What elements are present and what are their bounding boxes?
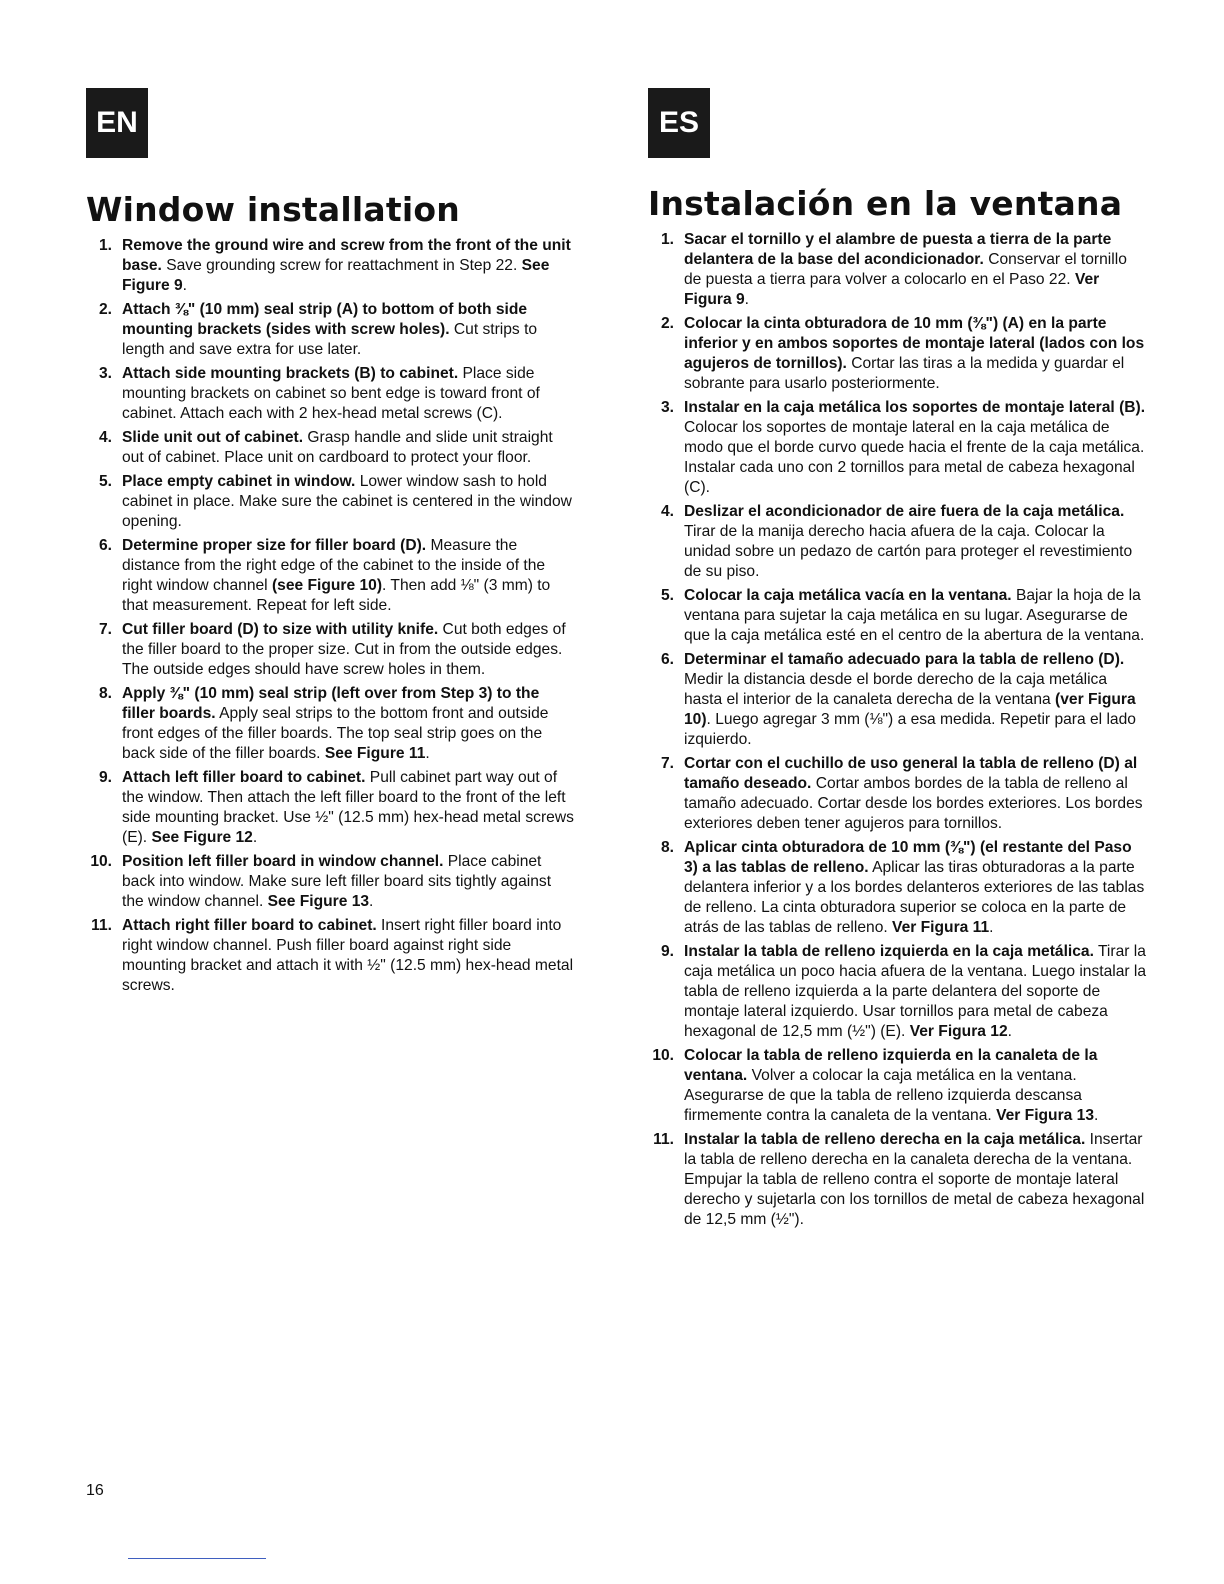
step-text-end: . (1007, 1023, 1012, 1040)
step-text: Aplicar las tiras obturadoras a la parte delantera inferior y a los bordes delanteros exteriores de las tablas de relleno. La cinta obturadora superior se coloca en la parte de atrás de las tablas de relleno. (684, 859, 1145, 936)
step-item (86, 684, 576, 764)
language-badge-es: ES (648, 88, 710, 158)
step-number: 1. (98, 237, 112, 254)
step-text: Lower window sash to hold cabinet in place. Make sure the cabinet is centered in the window opening. (122, 473, 572, 530)
step-heading: Determine proper size for filler board (D). (122, 537, 427, 554)
step-item (86, 472, 576, 532)
step-item (648, 586, 1148, 646)
step-number: 9. (660, 943, 674, 960)
step-text: Save grounding screw for reattachment in Step 22. (161, 257, 522, 274)
step-number: 11. (653, 1131, 674, 1148)
step-text: Cut strips to length and save extra for use later. (122, 321, 538, 358)
page-title-es: Instalación en la ventana (648, 184, 1123, 223)
step-number: 9. (98, 769, 112, 786)
step-item (86, 428, 576, 468)
figure-reference: See Figure 13 (267, 893, 370, 910)
step-item (86, 364, 576, 424)
step-heading: Aplicar cinta obturadora de 10 mm (⅜") (el restante del Paso 3) a las tablas de relleno. (684, 839, 1132, 876)
step-number: 2. (98, 301, 112, 318)
step-number: 3. (660, 399, 674, 416)
step-text: Cut both edges of the filler board to the proper size. Cut in from the outside edges. The outside edges should have screw holes in them. (122, 621, 566, 678)
step-text: Colocar los soportes de montaje lateral en la caja metálica de modo que el borde curvo quede hacia el frente de la caja metálica. Instalar cada uno con 2 tornillos para metal de cabeza hexagonal (C). (684, 419, 1145, 496)
step-text: Place cabinet back into window. Make sure left filler board sits tightly against the window channel. (122, 853, 552, 910)
step-item (648, 314, 1148, 394)
step-number: 4. (98, 429, 112, 446)
step-heading: Colocar la caja metálica vacía en la ventana. (684, 587, 1012, 604)
step-text: Insertar la tabla de relleno derecha en la canaleta derecha de la ventana. Empujar la tabla de relleno contra el soporte de montaje lateral derecho y sujetarla con los tornillos de metal de cabeza hexagonal de 12,5 mm (½"). (684, 1131, 1145, 1228)
step-item (86, 236, 576, 296)
step-number: 7. (660, 755, 674, 772)
step-text: Volver a colocar la caja metálica en la ventana. Asegurarse de que la tabla de relleno izquierda descansa firmemente contra la canaleta de la ventana. (684, 1067, 1082, 1124)
page-title-en: Window installation (86, 190, 460, 229)
step-text: Medir la distancia desde el borde derecho de la caja metálica hasta el interior de la canaleta derecha de la ventana (684, 671, 1108, 708)
step-heading: Remove the ground wire and screw from the front of the unit base. (122, 237, 571, 274)
step-text: Tirar de la manija derecho hacia afuera de la caja. Colocar la unidad sobre un pedazo de cartón para proteger el revestimiento de su piso. (684, 523, 1133, 580)
step-item (648, 838, 1148, 938)
step-text: Place side mounting brackets on cabinet so bent edge is toward front of cabinet. Attach each with 2 hex-head metal screws (C). (122, 365, 540, 422)
figure-reference: See Figure 12 (151, 829, 253, 846)
step-number: 2. (660, 315, 674, 332)
step-number: 3. (98, 365, 112, 382)
step-item (86, 300, 576, 360)
step-heading: Attach side mounting brackets (B) to cabinet. (122, 365, 459, 382)
step-heading: Deslizar el acondicionador de aire fuera de la caja metálica. (684, 503, 1125, 520)
step-heading: Cortar con el cuchillo de uso general la tabla de relleno (D) al tamaño deseado. (684, 755, 1138, 792)
step-text-end: . Then add ⅛" (3 mm) to that measurement. Repeat for left side. (122, 577, 551, 614)
step-text-end: . (252, 829, 258, 846)
step-heading: Attach right filler board to cabinet. (122, 917, 377, 934)
step-heading: Attach left filler board to cabinet. (122, 769, 366, 786)
step-item (648, 650, 1148, 750)
step-number: 1. (660, 231, 674, 248)
step-item (648, 1046, 1148, 1126)
figure-reference: (see Figure 10) (271, 577, 383, 594)
step-text: Measure the distance from the right edge of the cabinet to the inside of the right window channel (122, 537, 546, 594)
step-item (648, 942, 1148, 1042)
step-heading: Colocar la tabla de relleno izquierda en la canaleta de la ventana. (684, 1047, 1098, 1084)
step-text: Conservar el tornillo de puesta a tierra para volver a colocarlo en el Paso 22. (684, 251, 1127, 288)
step-heading: Instalar en la caja metálica los soportes de montaje lateral (B). (684, 399, 1146, 416)
step-heading: Instalar la tabla de relleno izquierda en la caja metálica. (684, 943, 1094, 960)
step-text: Cortar ambos bordes de la tabla de relleno al tamaño adecuado. Cortar desde los bordes exteriores. Los bordes exteriores deben tener agujeros para tornillos. (684, 775, 1143, 832)
steps-list-es (648, 230, 1148, 1234)
step-number: 8. (98, 685, 112, 702)
step-number: 5. (98, 473, 112, 490)
figure-reference: See Figure 11 (324, 745, 426, 762)
step-text-end: . (369, 893, 374, 910)
step-item (86, 852, 576, 912)
step-heading: Colocar la cinta obturadora de 10 mm (⅜") (A) en la parte inferior y en ambos soportes de montaje lateral (lados con los agujeros de tornillos). (684, 315, 1145, 372)
step-text: Insert right filler board into right window channel. Push filler board against right side mounting bracket and attach it with ½" (12.5 mm) hex-head metal screws. (122, 917, 574, 994)
step-number: 5. (660, 587, 674, 604)
step-heading: Instalar la tabla de relleno derecha en la caja metálica. (684, 1131, 1086, 1148)
step-heading: Cut filler board (D) to size with utility knife. (122, 621, 439, 638)
step-item (86, 916, 576, 996)
step-item (86, 768, 576, 848)
step-text-end: . Luego agregar 3 mm (⅛") a esa medida. Repetir para el lado izquierdo. (684, 711, 1136, 748)
step-heading: Determinar el tamaño adecuado para la tabla de relleno (D). (684, 651, 1125, 668)
figure-reference: Ver Figura 9 (684, 271, 1100, 308)
step-item (86, 620, 576, 680)
step-number: 8. (660, 839, 674, 856)
figure-reference: Ver Figura 13 (996, 1107, 1095, 1124)
figure-reference: Ver Figura 12 (909, 1023, 1008, 1040)
step-number: 4. (660, 503, 674, 520)
step-item (648, 398, 1148, 498)
step-heading: Place empty cabinet in window. (122, 473, 356, 490)
step-heading: Apply ⅜" (10 mm) seal strip (left over from Step 3) to the filler boards. (122, 685, 540, 722)
step-item (86, 536, 576, 616)
step-heading: Slide unit out of cabinet. (122, 429, 304, 446)
step-item (648, 502, 1148, 582)
step-item (648, 230, 1148, 310)
step-item (648, 1130, 1148, 1230)
step-number: 10. (90, 853, 112, 870)
step-text-end: . (182, 277, 187, 294)
step-text-end: . (989, 919, 994, 936)
figure-reference: Ver Figura 11 (892, 919, 990, 936)
step-heading: Attach ⅜" (10 mm) seal strip (A) to bottom of both side mounting brackets (sides with screw holes). (122, 301, 528, 338)
step-text: Bajar la hoja de la ventana para sujetar la caja metálica en su lugar. Asegurarse de que la caja metálica esté en el centro de la abertura de la ventana. (684, 587, 1145, 644)
step-text: Tirar la caja metálica un poco hacia afuera de la ventana. Luego instalar la tabla de relleno izquierda a la parte delantera del soporte de montaje lateral izquierdo. Usar tornillos para metal de cabeza hexagonal de 12,5 mm (½") (E). (684, 943, 1147, 1040)
footer-divider (128, 1558, 266, 1559)
figure-reference: (ver Figura 10) (684, 691, 1136, 728)
step-item (648, 754, 1148, 834)
step-text-end: . (425, 745, 430, 762)
step-number: 6. (98, 537, 112, 554)
steps-list-en (86, 236, 576, 1000)
figure-reference: See Figure 9 (122, 257, 550, 294)
step-text-end: . (1094, 1107, 1099, 1124)
step-text: Cortar las tiras a la medida y guardar el sobrante para usarlo posteriormente. (684, 355, 1125, 392)
step-number: 6. (660, 651, 674, 668)
step-heading: Sacar el tornillo y el alambre de puesta a tierra de la parte delantera de la base del acondicionador. (684, 231, 1112, 268)
language-badge-en: EN (86, 88, 148, 158)
step-heading: Position left filler board in window channel. (122, 853, 444, 870)
step-number: 7. (98, 621, 112, 638)
step-text: Grasp handle and slide unit straight out of cabinet. Place unit on cardboard to protect your floor. (122, 429, 553, 466)
step-text: Pull cabinet part way out of the window. Then attach the left filler board to the front of the left side mounting bracket. Use ½" (12.5 mm) hex-head metal screws (E). (122, 769, 574, 846)
step-text: Apply seal strips to the bottom front and outside front edges of the filler boards. The top seal strip goes on the back side of the filler boards. (122, 705, 549, 762)
step-number: 10. (652, 1047, 674, 1064)
page-number: 16 (86, 1482, 104, 1499)
step-number: 11. (91, 917, 112, 934)
step-text-end: . (744, 291, 749, 308)
